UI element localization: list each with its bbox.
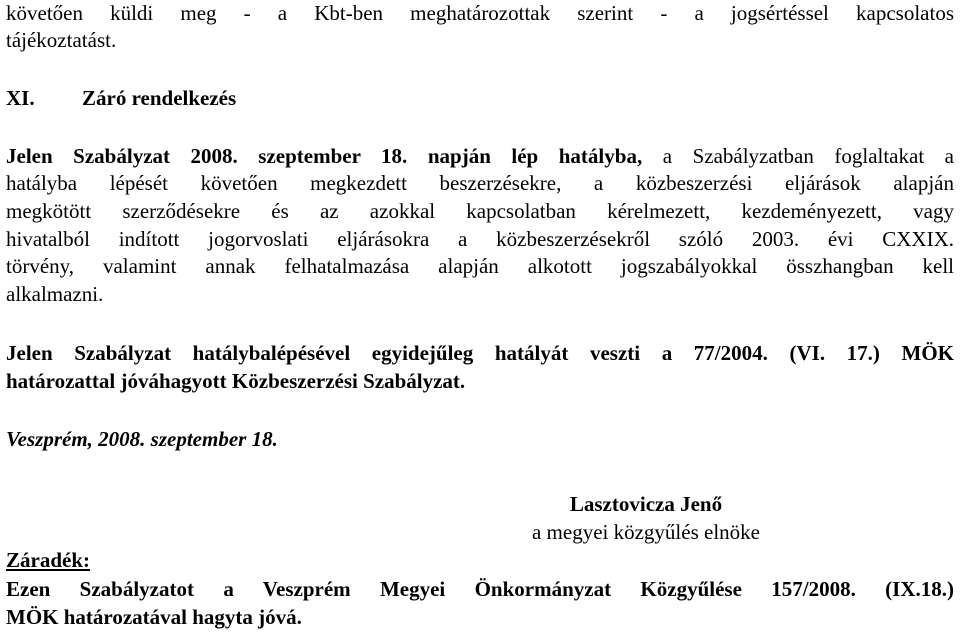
section-number: XI.	[6, 86, 35, 110]
para1-line-4: hivatalból indított jogorvoslati eljárásokra a közbeszerzésekről szóló 2003. évi CXXIX.	[6, 227, 954, 251]
para1-line-1	[6, 143, 954, 169]
para1-lead-date: Jelen Szabályzat 2008. szeptember 18.	[6, 144, 408, 168]
para1-lead-effective: napján lép hatályba,	[427, 144, 643, 168]
clause-line-2: MÖK határozatával hagyta jóvá.	[6, 605, 302, 629]
para1-line-3: megkötött szerződésekre és az azokkal kapcsolatban kérelmezett, kezdeményezett, vagy	[6, 199, 954, 223]
para2-line-1: Jelen Szabályzat hatálybalépésével egyidejűleg hatályát veszti a 77/2004. (VI. 17.) MÖK	[6, 341, 954, 365]
para1-line1-rest: a Szabályzatban foglaltakat a	[642, 144, 954, 168]
intro-line-2: tájékoztatást.	[6, 28, 117, 52]
para2-line-2: határozattal jóváhagyott Közbeszerzési Szabályzat.	[6, 369, 466, 393]
section-heading	[6, 85, 954, 111]
section-title: Záró rendelkezés	[82, 86, 237, 110]
para1-line-2: hatályba lépését követően megkezdett beszerzésekre, a közbeszerzési eljárások alapján	[6, 171, 954, 195]
para1-line-6: alkalmazni.	[6, 282, 104, 306]
signatory-name: Lasztovicza Jenő	[569, 492, 723, 516]
clause-line-1: Ezen Szabályzatot a Veszprém Megyei Önkormányzat Közgyűlése 157/2008. (IX.18.)	[6, 577, 954, 601]
para1-line-5: törvény, valamint annak felhatalmazása alapján alkotott jogszabályokkal összhangban kell	[6, 254, 954, 278]
intro-line-1: követően küldi meg - a Kbt-ben meghatározottak szerint - a jogsértéssel kapcsolatos	[6, 1, 954, 25]
signatory-title: a megyei közgyűlés elnöke	[531, 520, 760, 544]
place-date: Veszprém, 2008. szeptember 18.	[6, 427, 278, 451]
clause-label: Záradék:	[6, 548, 90, 572]
